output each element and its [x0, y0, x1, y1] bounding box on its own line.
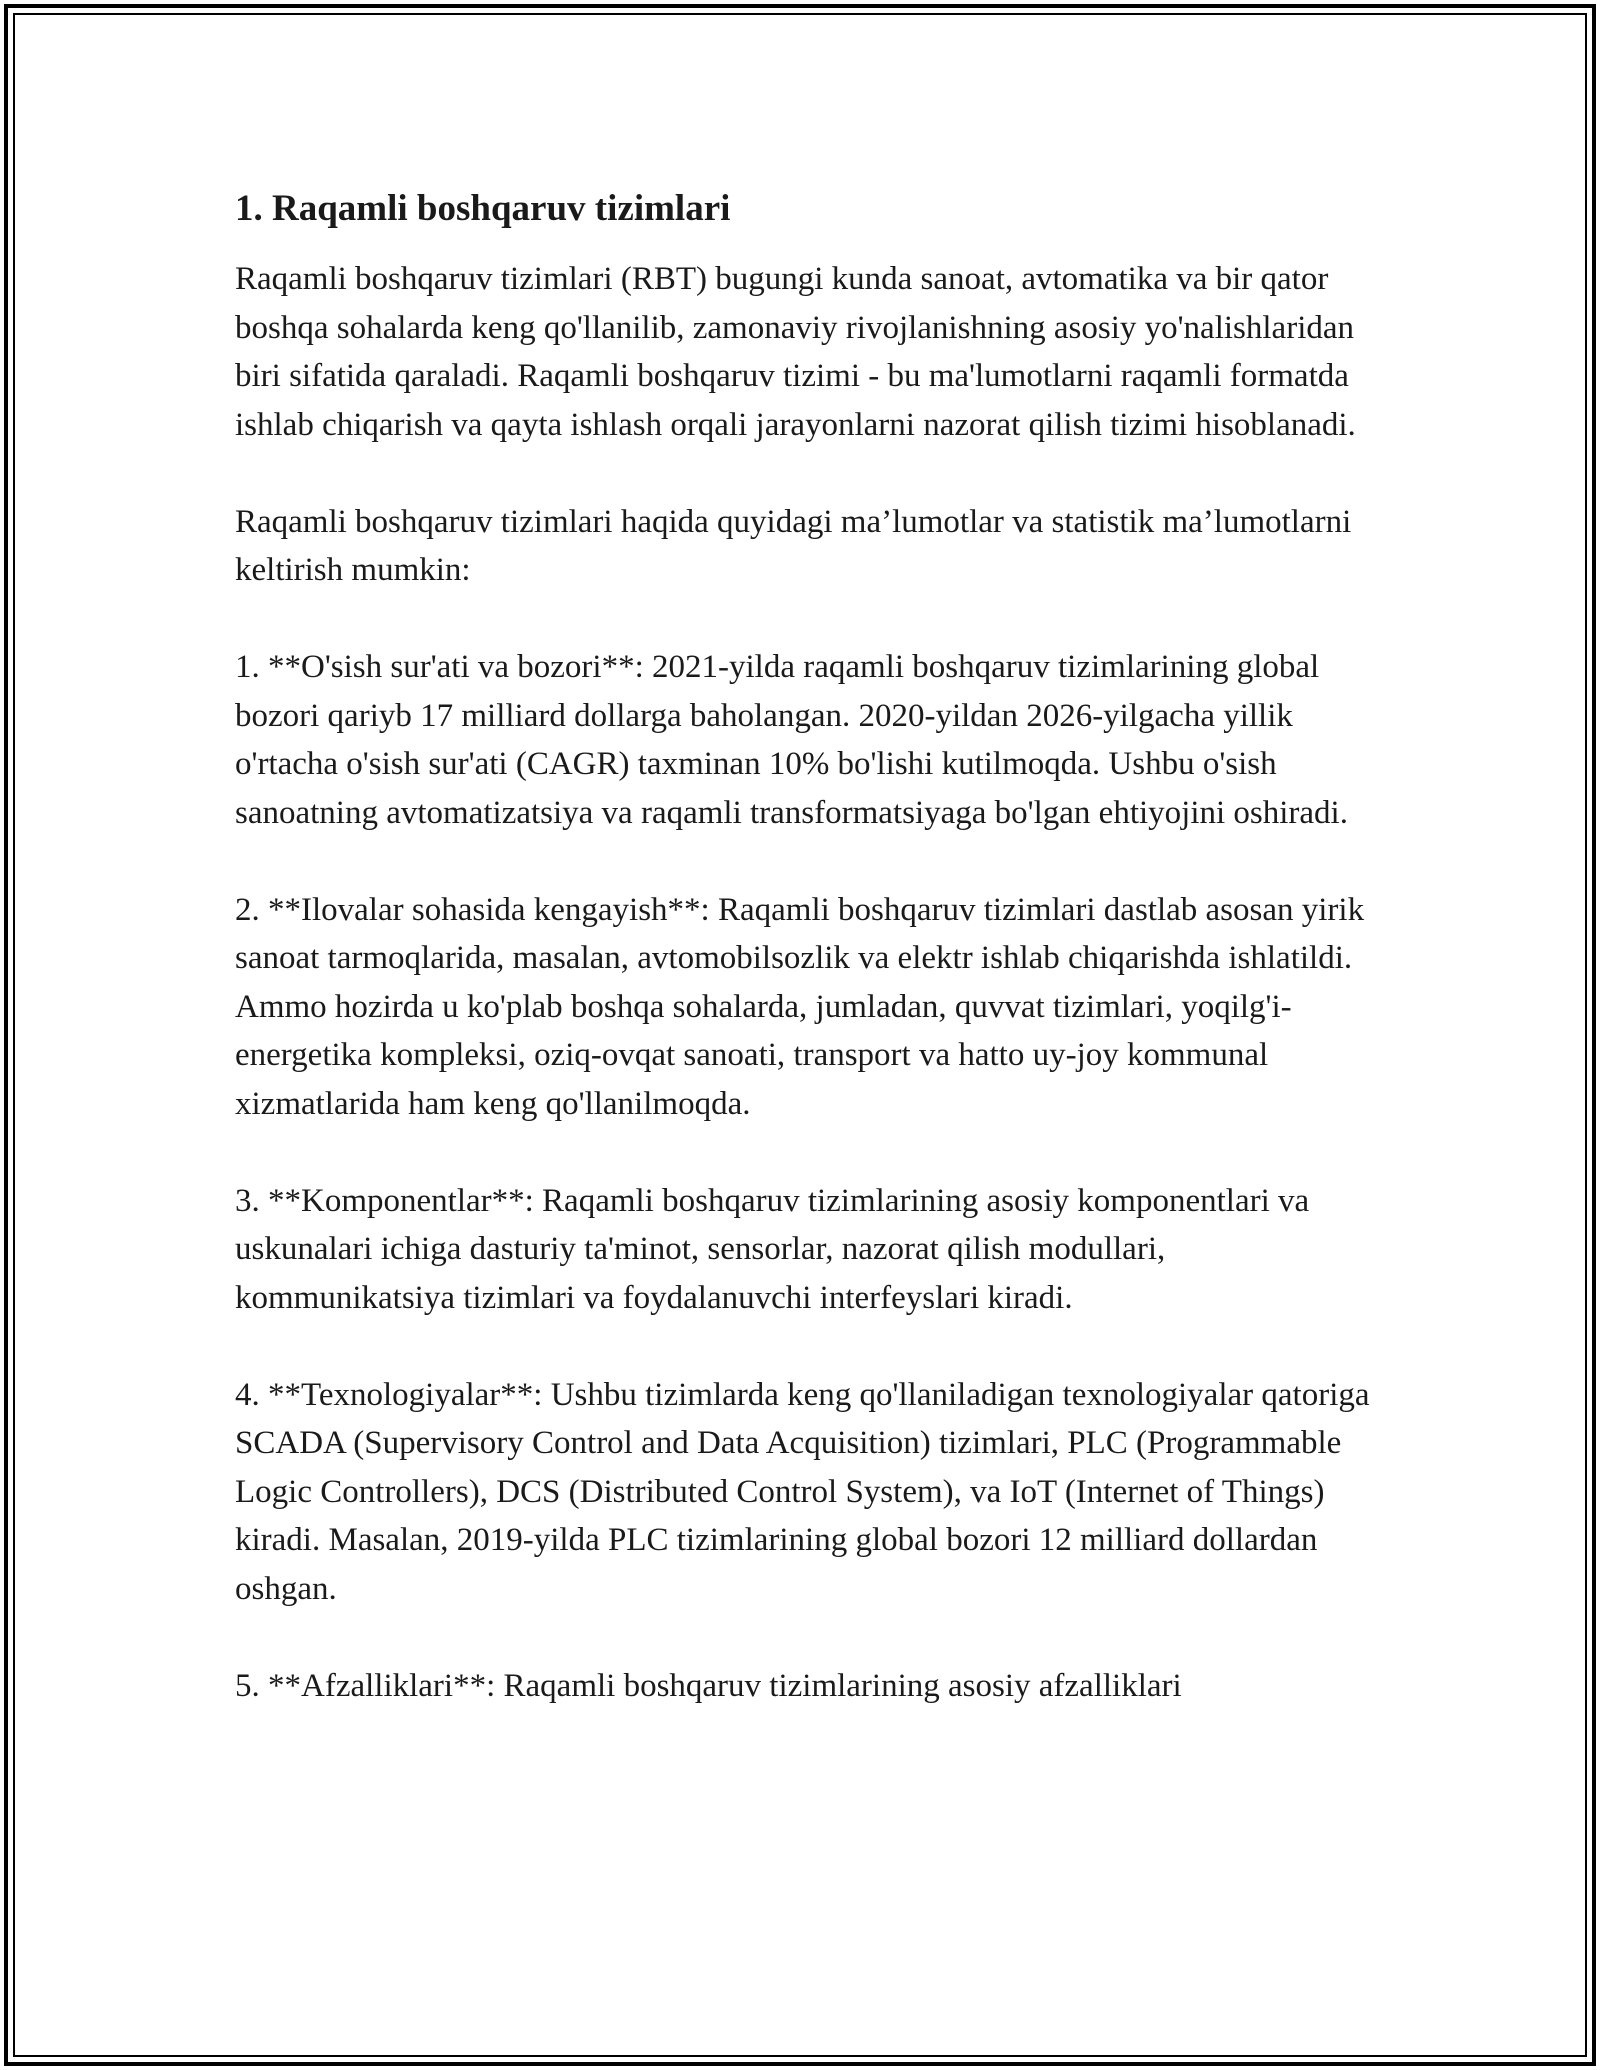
document-body: [235, 185, 1375, 1759]
list-item-growth: 1. **O'sish sur'ati va bozori**: 2021-yilda raqamli boshqaruv tizimlarining global bozori qariyb 17 milliard dollarga baholangan. 2020-yildan 2026-yilgacha yillik o'rtacha o'sish sur'ati (CAGR) taxminan 10% bo'lishi kutilmoqda. Ushbu o'sish sanoatning avtomatizatsiya va raqamli transformatsiyaga bo'lgan ehtiyojini oshiradi.: [235, 649, 1348, 831]
list-item-applications: 2. **Ilovalar sohasida kengayish**: Raqamli boshqaruv tizimlari dastlab asosan yirik sanoat tarmoqlarida, masalan, avtomobilsozlik va elektr ishlab chiqarishda ishlatildi. Ammo hozirda u ko'plab boshqa sohalarda, jumladan, quvvat tizimlari, yoqilg'i-energetika kompleksi, oziq-ovqat sanoati, transport va hatto uy-joy kommunal xizmatlarida ham keng qo'llanilmoqda.: [235, 891, 1365, 1122]
list-item-advantages: 5. **Afzalliklari**: Raqamli boshqaruv tizimlarining asosiy afzalliklari: [235, 1667, 1182, 1704]
list-item-technologies: 4. **Texnologiyalar**: Ushbu tizimlarda keng qo'llaniladigan texnologiyalar qatoriga SCADA (Supervisory Control and Data Acquisition) tizimlari, PLC (Programmable Logic Controllers), DCS (Distributed Control System), va IoT (Internet of Things) kiradi. Masalan, 2019-yilda PLC tizimlarining global bozori 12 milliard dollardan oshgan.: [235, 1376, 1370, 1607]
list-item-components: 3. **Komponentlar**: Raqamli boshqaruv tizimlarining asosiy komponentlari va uskunalari ichiga dasturiy ta'minot, sensorlar, nazorat qilish modullari, kommunikatsiya tizimlari va foydalanuvchi interfeyslari kiradi.: [235, 1182, 1310, 1316]
section-heading: 1. Raqamli boshqaruv tizimlari: [235, 188, 731, 229]
statistics-lead-paragraph: Raqamli boshqaruv tizimlari haqida quyidagi ma’lumotlar va statistik ma’lumotlarni keltirish mumkin:: [235, 503, 1352, 588]
intro-paragraph: Raqamli boshqaruv tizimlari (RBT) bugungi kunda sanoat, avtomatika va bir qator boshqa sohalarda keng qo'llanilib, zamonaviy rivojlanishning asosiy yo'nalishlaridan biri sifatida qaraladi. Raqamli boshqaruv tizimi - bu ma'lumotlarni raqamli formatda ishlab chiqarish va qayta ishlash orqali jarayonlarni nazorat qilish tizimi hisoblanadi.: [235, 261, 1356, 443]
